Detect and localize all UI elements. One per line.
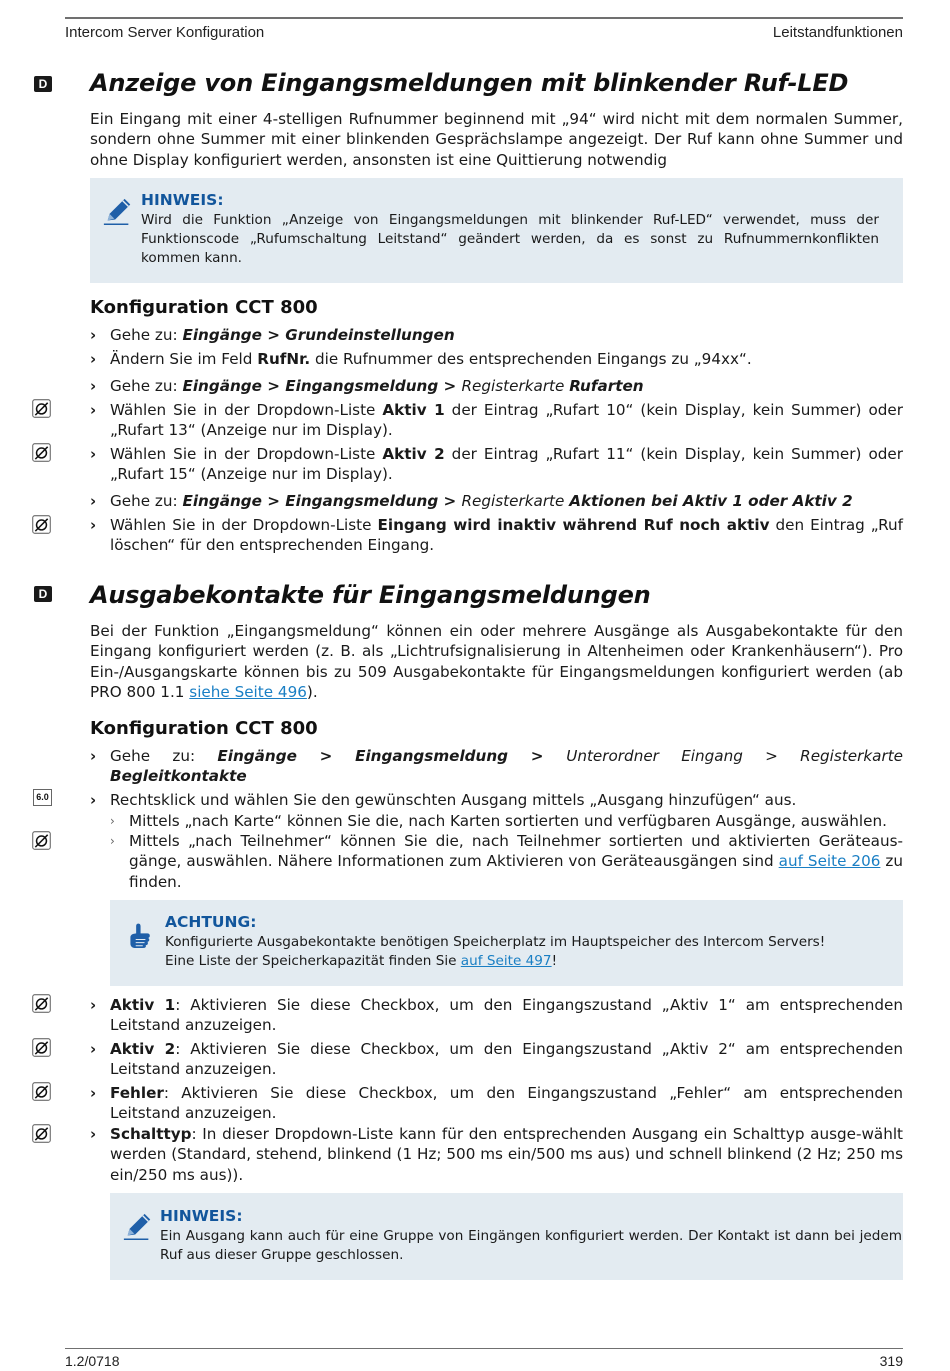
no-symbol-icon <box>32 1124 51 1143</box>
d-marker-badge: D <box>34 586 52 602</box>
chevron-right-icon: › <box>90 1125 97 1143</box>
document-version: 1.2/0718 <box>65 1353 120 1369</box>
header-document-title: Intercom Server Konfiguration <box>65 24 265 41</box>
chevron-right-icon: › <box>90 791 97 809</box>
note-title: HINWEIS: <box>141 191 224 209</box>
page-number: 319 <box>879 1353 903 1369</box>
pointing-hand-icon <box>126 920 156 952</box>
note-title: HINWEIS: <box>160 1207 243 1225</box>
tab-name: Rufarten <box>569 377 644 395</box>
chevron-right-icon: › <box>90 1084 97 1102</box>
caution-box <box>110 900 903 986</box>
tab-name: Begleitkontakte <box>110 767 247 786</box>
no-symbol-icon <box>32 399 51 418</box>
d-marker-badge: D <box>34 76 52 92</box>
no-symbol-icon <box>32 831 51 850</box>
chevron-right-icon: › <box>90 492 97 510</box>
pencil-icon <box>122 1211 154 1243</box>
note-text: Ein Ausgang kann auch für eine Gruppe von Eingängen konfiguriert werden. Der Kontakt ist dann bei jedem Ruf aus dieser Gruppe geschlossen. <box>160 1228 902 1263</box>
no-symbol-icon <box>32 1082 51 1101</box>
hollow-chevron-icon: › <box>110 834 115 848</box>
caution-title: ACHTUNG: <box>165 913 257 931</box>
config-heading: Konfiguration CCT 800 <box>90 297 318 318</box>
option-label: Schalttyp <box>110 1125 192 1143</box>
section-intro-paragraph: Bei der Funktion „Eingangsmeldung“ können ein oder mehrere Ausgänge als Ausgabekontakte für den Eingang konfiguriert werden (z. B. als „Lichtrufsignalisierung in Altenheimen oder Krankenhäusern“). Pro Ein-/Ausgangskarte können bis zu 509 Ausgabekontakte für Eingangsmeldungen konfiguriert werden (ab PRO 800 1.1 siehe Seite 496). <box>90 622 903 701</box>
page-footer <box>65 1348 903 1371</box>
hollow-chevron-icon: › <box>110 814 115 828</box>
note-text: Wird die Funktion „Anzeige von Eingangsmeldungen mit blinkender Ruf-LED“ verwendet, muss der Funktionscode „Rufumschaltung Leitstand“ geändert werden, da es sonst zu Rufnummernkonflikten kommen kann. <box>141 212 879 266</box>
version-badge: 6.0 <box>33 789 52 806</box>
chevron-right-icon: › <box>90 516 97 534</box>
no-symbol-icon <box>32 994 51 1013</box>
chevron-right-icon: › <box>90 996 97 1014</box>
page-header <box>65 17 903 45</box>
chevron-right-icon: › <box>90 1040 97 1058</box>
option-label: Aktiv 1 <box>110 996 176 1014</box>
header-chapter-title: Leitstandfunktionen <box>772 24 903 41</box>
section-intro-paragraph: Ein Eingang mit einer 4-stelligen Rufnummer beginnend mit „94“ wird nicht mit dem normalen Summer, sondern ohne Summer mit einer blinkenden Gesprächslampe angezeigt. Der Ruf kann ohne Summer und ohne Display konfiguriert werden, ansonsten ist eine Quittierung notwendig <box>90 110 903 169</box>
section-heading-output-contacts: Ausgabekontakte für Eingangsmeldungen <box>90 581 651 609</box>
pencil-icon <box>102 196 134 228</box>
chevron-right-icon: › <box>90 401 97 419</box>
section-heading-blinking-led: Anzeige von Eingangsmeldungen mit blinkender Ruf-LED <box>90 69 849 97</box>
chevron-right-icon: › <box>90 377 97 395</box>
note-box <box>110 1193 903 1280</box>
no-symbol-icon <box>32 1038 51 1057</box>
chevron-right-icon: › <box>90 445 97 463</box>
caution-text: Konfigurierte Ausgabekontakte benötigen Speicherplatz im Hauptspeicher des Intercom Servers! Eine Liste der Speicherkapazität finden Sie auf Seite 497! <box>165 934 826 969</box>
page-reference-link[interactable]: siehe Seite 496 <box>189 682 307 701</box>
no-symbol-icon <box>32 515 51 534</box>
tab-name: Aktionen bei Aktiv 1 oder Aktiv 2 <box>569 492 853 510</box>
note-box <box>90 178 903 283</box>
step-item: › Gehe zu: Eingänge > Eingangsmeldung > Unterordner Eingang > Registerkarte Begleitkontakte <box>90 747 903 786</box>
page-reference-link[interactable]: auf Seite 206 <box>778 852 881 871</box>
chevron-right-icon: › <box>90 326 97 344</box>
option-label: Aktiv 2 <box>110 1040 176 1058</box>
chevron-right-icon: › <box>90 747 97 765</box>
chevron-right-icon: › <box>90 350 97 368</box>
option-label: Fehler <box>110 1084 164 1102</box>
config-heading: Konfiguration CCT 800 <box>90 718 318 739</box>
no-symbol-icon <box>32 443 51 462</box>
field-name: RufNr. <box>257 350 311 368</box>
menu-path: Eingänge > Grundeinstellungen <box>182 326 455 344</box>
page-reference-link[interactable]: auf Seite 497 <box>460 953 552 969</box>
